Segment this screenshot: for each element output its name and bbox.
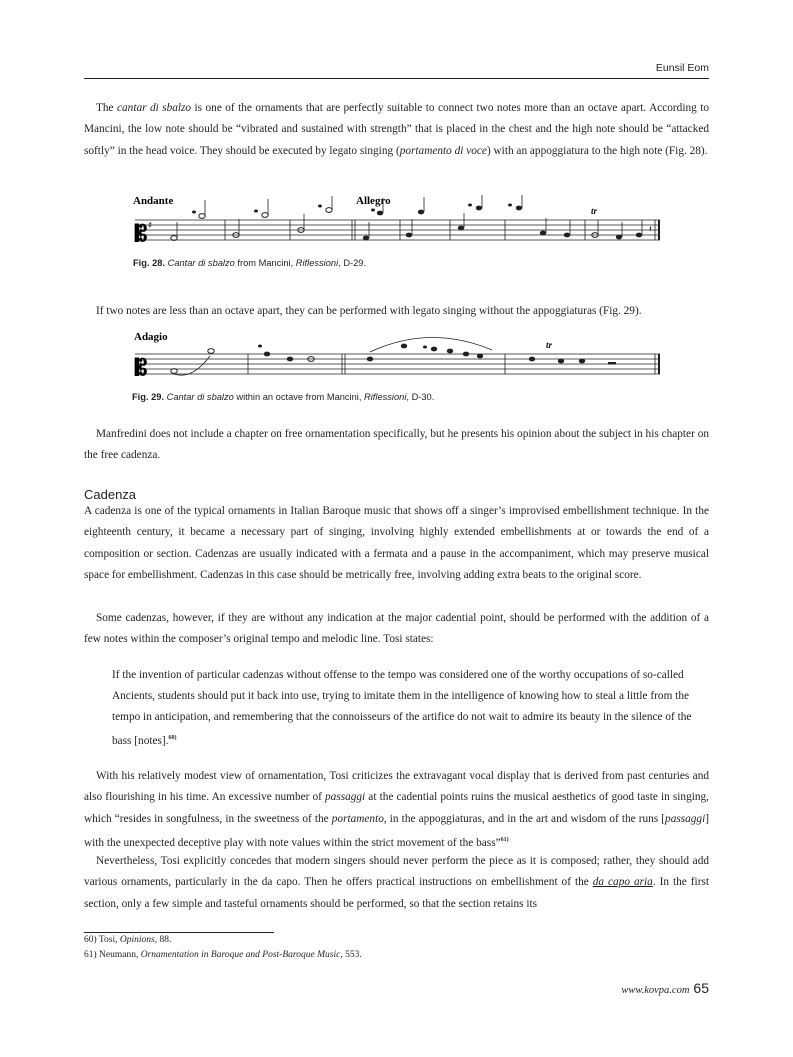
paragraph-tosi-criticism bbox=[84, 766, 709, 854]
text-run: The bbox=[96, 102, 118, 114]
footnote-60-title: Opinions bbox=[119, 935, 155, 945]
paragraph-within-octave: If two notes are less than an octave apart, they can be performed with legato singing without the appoggiaturas (Fig. 29). bbox=[96, 305, 642, 317]
fig29-staff-lines bbox=[135, 354, 660, 374]
text-run: portamento bbox=[331, 812, 384, 825]
fig28-tempo-andante: Andante bbox=[133, 195, 174, 207]
text-run: passaggi bbox=[325, 791, 366, 804]
text-run: at the cadential points ruins the musical aesthetics of good taste in singing, which “resides in songfulness, in the sweetness of the bbox=[84, 791, 709, 825]
fig29-clef-icon: 𝄡 bbox=[135, 355, 148, 381]
figure-28-score bbox=[130, 192, 665, 256]
text-run: ] with the unexpected deceptive play with note values within the strict movement of the bass” bbox=[84, 812, 709, 849]
paragraph-tosi-concession bbox=[84, 851, 709, 915]
fig29-tempo-adagio: Adagio bbox=[134, 331, 168, 343]
text-run: ) with an appoggiatura to the high note (Fig. 28). bbox=[486, 144, 708, 157]
text-run: 61) bbox=[500, 836, 509, 843]
footer-url[interactable]: www.kovpa.com bbox=[621, 985, 690, 996]
text-run: With his relatively modest view of ornamentation, Tosi criticizes the extravagant vocal display that is derived from past centuries and also flourishing in his time. An excessive number of bbox=[84, 770, 709, 804]
fig29-caption-end: , D-30. bbox=[406, 392, 435, 402]
text-run: . In the first section, only a few simple and tasteful ornaments should be performed, so that the section retains its bbox=[84, 876, 709, 910]
page-number: 65 bbox=[693, 980, 709, 996]
footnote-61-end: , 553. bbox=[340, 950, 362, 960]
footnote-60-end: , 88. bbox=[154, 935, 172, 945]
footnote-61 bbox=[84, 950, 362, 960]
figure-29-score bbox=[130, 328, 665, 388]
section-heading-cadenza: Cadenza bbox=[84, 487, 137, 502]
fig28-stems bbox=[177, 195, 642, 238]
fig28-trill: tr bbox=[591, 206, 598, 216]
footnote-61-title: Ornamentation in Baroque and Post-Baroque Music bbox=[140, 950, 341, 960]
footnote-61-num: 61) Neumann, bbox=[84, 950, 141, 960]
text-run: , in the appoggiaturas, and in the art and wisdom of the runs [ bbox=[383, 812, 666, 825]
text-run: Nevertheless, Tosi explicitly concedes that modern singers should never perform the piece as it is composed; rather, they should add various ornaments, particularly in the da capo. Then he offers practical instructions on embellishment of the bbox=[84, 855, 709, 889]
paragraph-cadenza-definition: A cadenza is one of the typical ornaments in Italian Baroque music that shows off a singer’s improvised embellishment technique. In the eighteenth century, it became a necessary part of singing, involving highly extended embellishments at or towards the end of a composition or section. Cadenzas are usually indicated with a fermata and a pause in the accompaniment, which may preserve musical space for embellishment. Cadenzas in this case should be metrically free, involving adding extra beats to the original score. bbox=[84, 505, 709, 581]
block-quote-tosi bbox=[112, 665, 692, 752]
fig28-caption-title: Cantar di sbalzo bbox=[167, 258, 235, 268]
fig28-fermata-rest: 𝄽 bbox=[649, 225, 652, 235]
text-run: da capo aria bbox=[592, 876, 653, 889]
text-run: portamento di voce bbox=[399, 144, 487, 157]
fig28-tempo-allegro: Allegro bbox=[356, 195, 391, 207]
fig29-label: Fig. 29. bbox=[132, 392, 165, 402]
fig29-caption-source: Riflessioni bbox=[364, 392, 407, 402]
fig29-half-rest bbox=[608, 362, 616, 365]
text-run: passaggi bbox=[665, 812, 706, 825]
block-quote-text: If the invention of particular cadenzas without offense to the tempo was considered one of the worthy occupations of so-called Ancients, students should put it back into use, trying to imitate them in the intelligence of knowing how to steal a little from the tempo in anticipation, and remembering that the connoisseurs of the artifice do not wait to admire its beauty in the silence of the bass [notes]. bbox=[112, 669, 692, 747]
footnote-60 bbox=[84, 935, 171, 945]
fig28-caption-source: Riflessioni bbox=[295, 258, 339, 268]
footnote-ref-60: 60) bbox=[168, 735, 177, 741]
fig29-trill: tr bbox=[546, 340, 553, 350]
paragraph-cantar-di-sbalzo bbox=[84, 98, 709, 162]
header-rule bbox=[84, 78, 709, 79]
fig28-caption-end: , D-29. bbox=[338, 258, 367, 268]
fig29-caption-mid: within an octave from Mancini, bbox=[233, 392, 365, 402]
fig28-clef-icon: 𝄡 bbox=[135, 221, 148, 247]
text-run: cantar di sbalzo bbox=[117, 102, 192, 114]
fig29-half-notes bbox=[171, 349, 314, 374]
fig28-label: Fig. 28. bbox=[133, 258, 166, 268]
running-header-author: Eunsil Eom bbox=[655, 62, 709, 74]
fig29-caption-title: Cantar di sbalzo bbox=[166, 392, 234, 402]
text-run: is one of the ornaments that are perfectly suitable to connect two notes more than an octave apart. According to Mancini, the low note should be “vibrated and sustained with strength” that is placed in the chest and the high note should be “attacked softly” in the head voice. They should be executed by legato singing ( bbox=[84, 102, 709, 157]
figure-29-caption bbox=[132, 392, 434, 402]
page-footer bbox=[621, 980, 709, 998]
fig28-half-notes bbox=[171, 208, 598, 241]
paragraph-cadenza-tosi: Some cadenzas, however, if they are without any indication at the major cadential point, should be performed with the addition of a few notes within the composer’s original tempo and melodic line. Tosi states: bbox=[84, 612, 709, 646]
fig29-slurs bbox=[174, 337, 492, 375]
fig28-grace-notes bbox=[192, 204, 512, 214]
paragraph-manfredini: Manfredini does not include a chapter on free ornamentation specifically, but he presents his opinion about the subject in his chapter on the free cadenza. bbox=[84, 428, 709, 462]
fig28-caption-mid: from Mancini, bbox=[234, 258, 296, 268]
fig28-sharp-icon: ♯ bbox=[148, 221, 153, 231]
figure-28-caption bbox=[133, 258, 366, 268]
footnote-60-num: 60) Tosi, bbox=[84, 935, 120, 945]
footnote-rule bbox=[84, 932, 274, 933]
fig28-staff-lines bbox=[135, 220, 660, 240]
